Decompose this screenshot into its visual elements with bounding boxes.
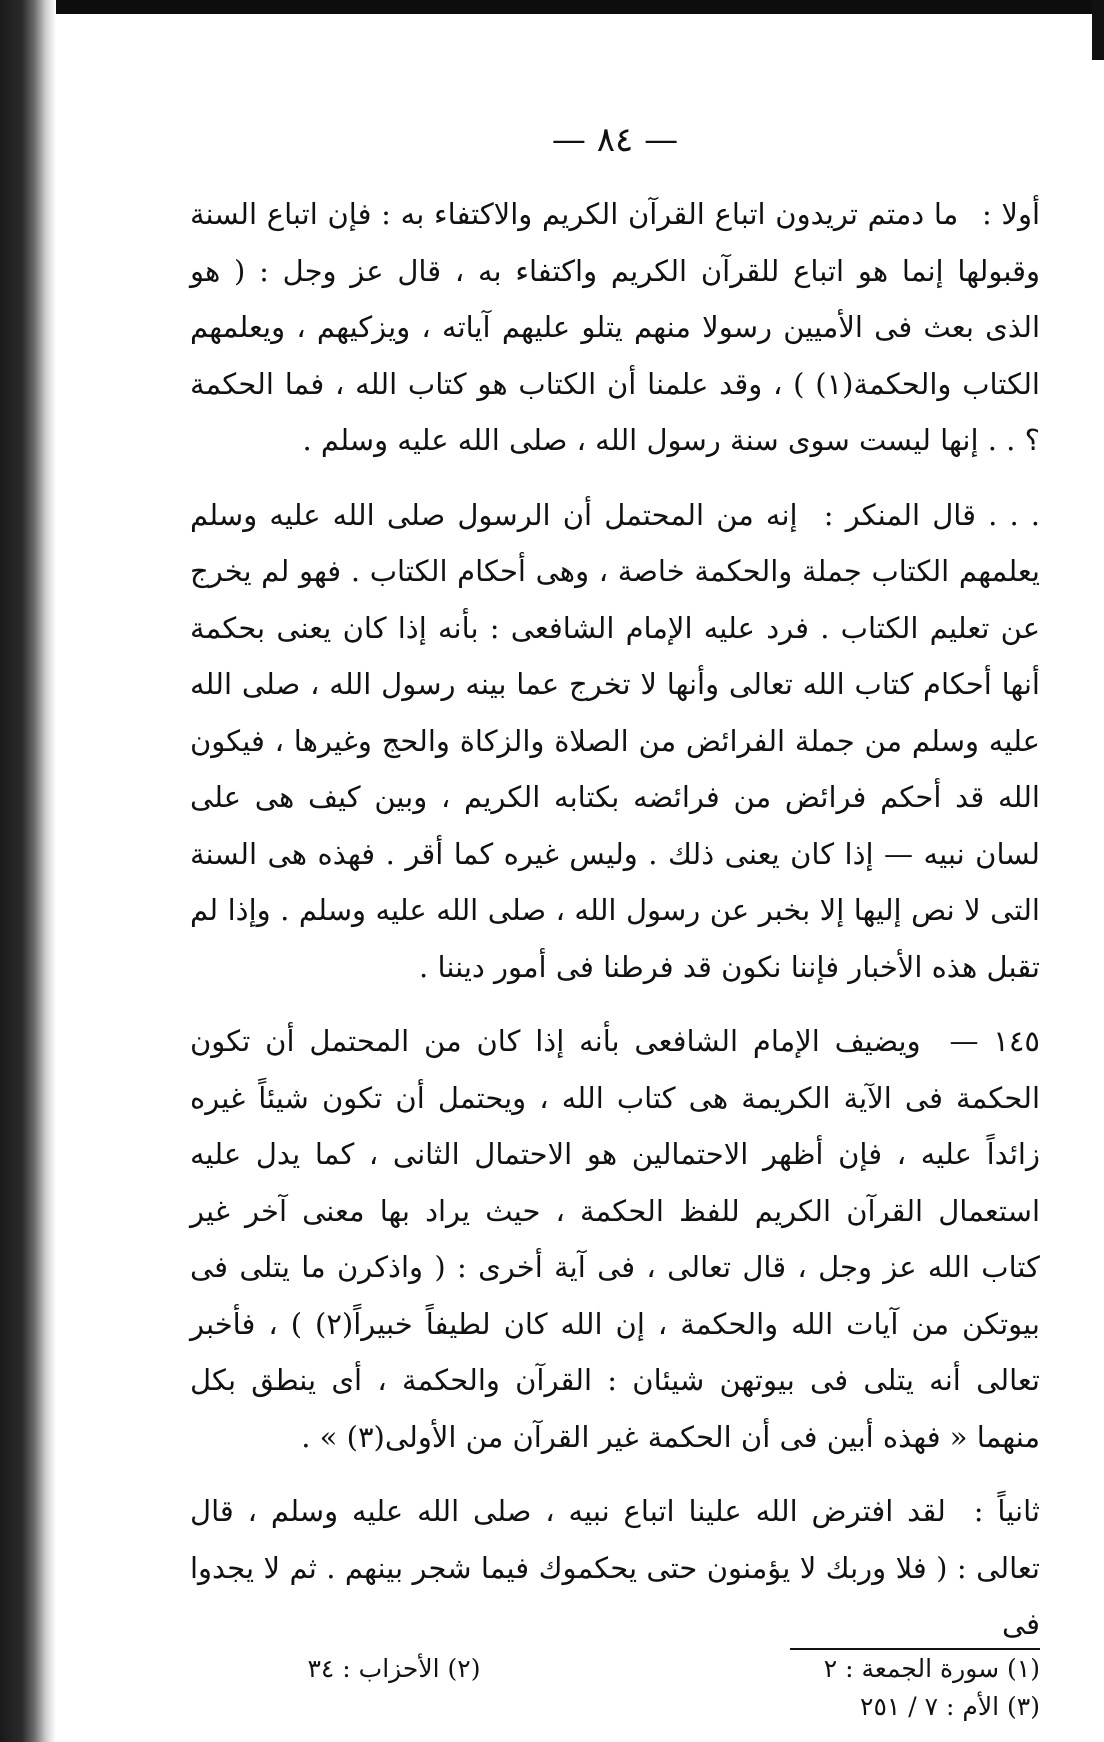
page-number: — ٨٤ — <box>551 120 679 160</box>
paragraph-lead: ١٤٥ — <box>949 1024 1041 1058</box>
paragraph-text: ويضيف الإمام الشافعى بأنه إذا كان من المحتمل أن تكون الحكمة فى الآية الكريمة هى كتاب الله ، ويحتمل أن تكون شيئاً غيره زائداً عليه ، فإن أظهر الاحتمالين هو الاحتمال الثانى ، كما يدل عليه استعمال القرآن الكريم للفظ الحكمة ، حيث يراد بها معنى آخر غير كتاب الله عز وجل ، قال تعالى ، فى آية أخرى : ( واذكرن ما يتلى فى بيوتكن من آيات الله والحكمة ، إن الله كان لطيفاً خبيراً(٢) ) ، فأخبر تعالى أنه يتلى فى بيوتهن شيئان : القرآن والحكمة ، أى ينطق بكل منهما « فهذه أبين فى أن الحكمة غير القرآن من الأولى(٣) » . <box>190 1024 1040 1454</box>
paragraph-lead: ثانياً : <box>973 1494 1040 1528</box>
footnote-2: (٢) الأحزاب : ٣٤ <box>307 1654 481 1683</box>
paragraph-text: ما دمتم تريدون اتباع القرآن الكريم والاكتفاء به : فإن اتباع السنة وقبولها إنما هو اتباع للقرآن الكريم واكتفاء به ، قال عز وجل : ( هو الذى بعث فى الأميين رسولا منهم يتلو عليهم آياته ، ويزكيهم ، ويعلمهم الكتاب والحكمة(١) ) ، وقد علمنا أن الكتاب هو كتاب الله ، فما الحكمة ؟ . . إنها ليست سوى سنة رسول الله ، صلى الله عليه وسلم . <box>190 197 1040 457</box>
paragraph-first <box>190 186 1040 469</box>
paragraph-text: لقد افترض الله علينا اتباع نبيه ، صلى الله عليه وسلم ، قال تعالى : ( فلا وربك لا يؤمنون حتى يحكموك فيما شجر بينهم . ثم لا يجدوا فى <box>190 1494 1040 1641</box>
footnote-3: (٣) الأم : ٧ / ٢٥١ <box>860 1692 1040 1721</box>
scan-corner-shadow <box>1092 0 1104 60</box>
footnote-1: (١) سورة الجمعة : ٢ <box>823 1654 1040 1683</box>
footnote-row <box>190 1688 1040 1726</box>
scan-top-border <box>0 0 1104 14</box>
paragraph-lead: أولا : <box>981 197 1041 231</box>
paragraph-objection <box>190 487 1040 996</box>
footnote-row <box>190 1650 1040 1688</box>
paragraph-text: إنه من المحتمل أن الرسول صلى الله عليه وسلم يعلمهم الكتاب جملة والحكمة خاصة ، وهى أحكام الكتاب . فهو لم يخرج عن تعليم الكتاب . فرد عليه الإمام الشافعى : بأنه إذا كان يعنى بحكمة أنها أحكام كتاب الله تعالى وأنها لا تخرج عما بينه رسول الله ، صلى الله عليه وسلم من جملة الفرائض من الصلاة والزكاة والحج وغيرها ، فيكون الله قد أحكم فرائض من فرائضه بكتابه الكريم ، وبين كيف هى على لسان نبيه — إذا كان يعنى ذلك . وليس غيره كما أقر . فهذه هى السنة التى لا نص إليها إلا بخبر عن رسول الله ، صلى الله عليه وسلم . وإذا لم تقبل هذه الأخبار فإننا نكون قد فرطنا فى أمور ديننا . <box>190 497 1040 984</box>
page-body <box>190 120 1040 1671</box>
footnotes <box>190 1620 1040 1726</box>
paragraph-lead: . . . قال المنكر : <box>823 497 1041 532</box>
scan-binding-edge <box>0 0 56 1742</box>
paragraph-145 <box>190 1013 1040 1465</box>
